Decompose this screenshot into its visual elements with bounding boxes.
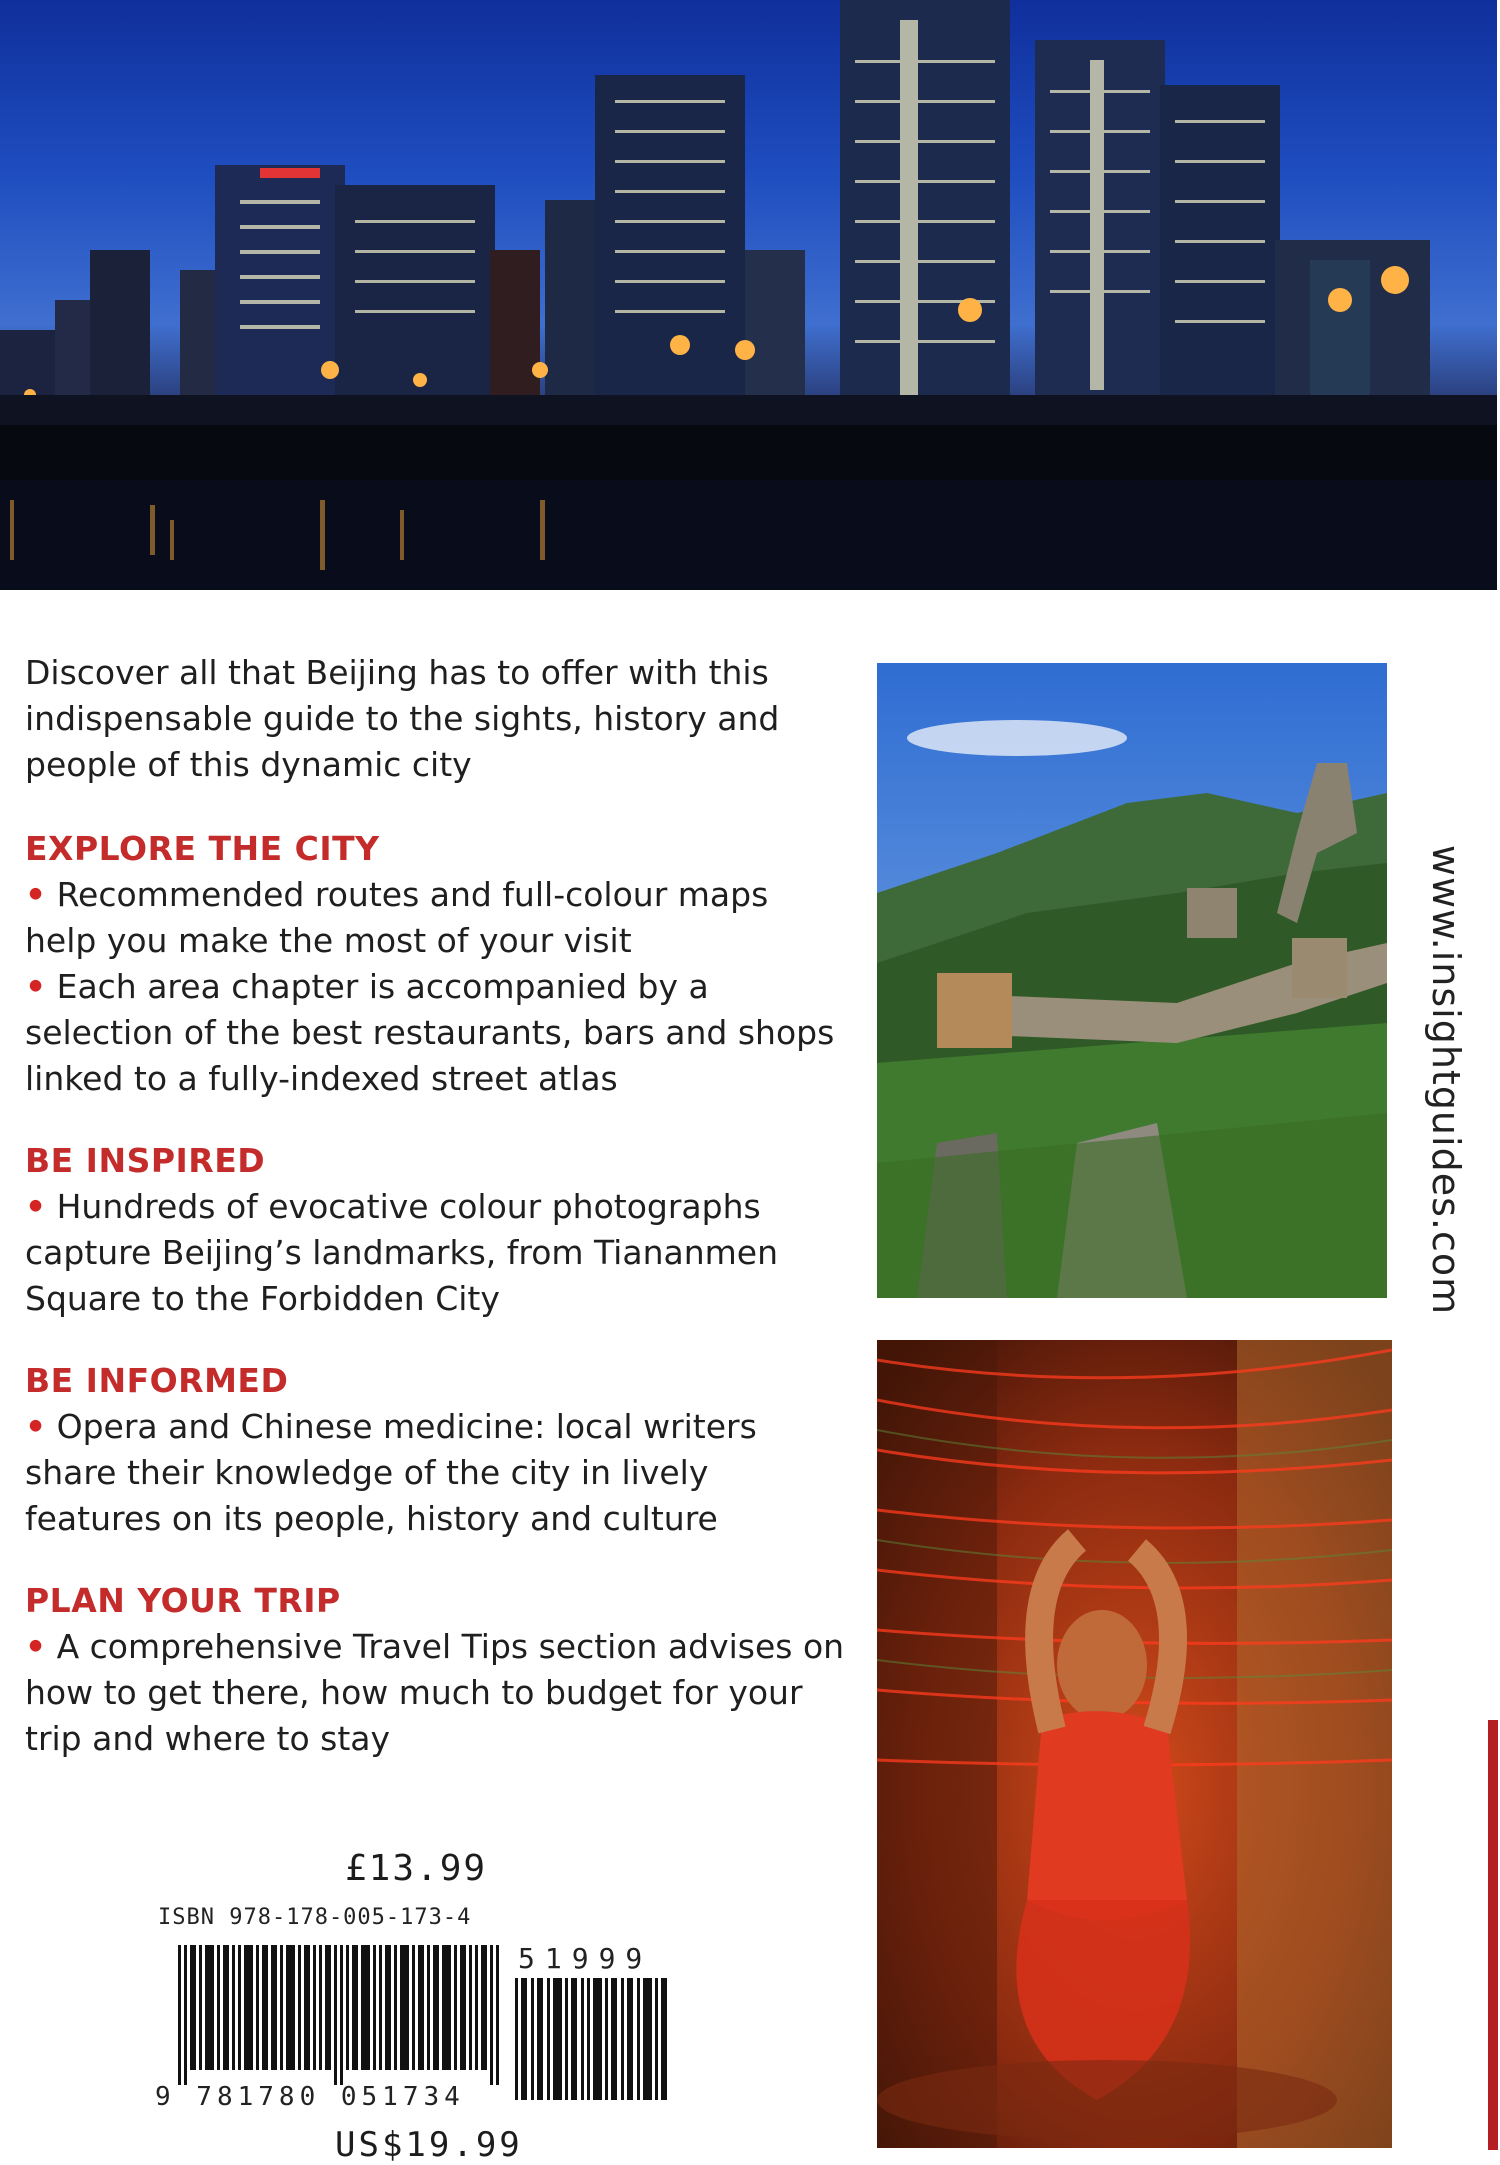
price-usd: US$19.99 [335, 2125, 523, 2165]
website-url[interactable]: www.insightguides.com [1424, 844, 1469, 1316]
section-explore [25, 826, 845, 1102]
bullet-item [25, 1624, 845, 1762]
section-title: PLAN YOUR TRIP [25, 1581, 341, 1620]
intro-paragraph: Discover all that Beijing has to offer with this indispensable guide to the sights, history and people of this dynamic city [25, 653, 780, 784]
great-wall-photo [877, 663, 1387, 1298]
barcode-digits: 9 781780 051734 [155, 2082, 465, 2112]
blurb-text [25, 650, 845, 1798]
dancer-photo [877, 1340, 1392, 2148]
skyline-night-photo [0, 0, 1497, 590]
bullet-text: A comprehensive Travel Tips section advises on how to get there, how much to budget for your trip and where to stay [25, 1627, 845, 1758]
section-informed [25, 1358, 845, 1542]
isbn-number: ISBN 978-178-005-173-4 [158, 1905, 472, 1930]
price-addon-barcode [515, 1978, 670, 2100]
bullet-dot: • [25, 1187, 47, 1226]
bullet-item [25, 964, 845, 1102]
website-url-strip [1386, 840, 1500, 1320]
section-title: BE INSPIRED [25, 1141, 266, 1180]
section-plan [25, 1578, 845, 1762]
bullet-dot: • [25, 1407, 47, 1446]
section-title: EXPLORE THE CITY [25, 829, 380, 868]
bullet-text: Recommended routes and full-colour maps help you make the most of your visit [25, 875, 769, 960]
bullet-item [25, 1404, 845, 1542]
section-inspired [25, 1138, 845, 1322]
bullet-item [25, 872, 845, 964]
bullet-text: Opera and Chinese medicine: local writers share their knowledge of the city in lively features on its people, history and culture [25, 1407, 757, 1538]
addon-digits: 51999 [518, 1942, 653, 1975]
bullet-dot: • [25, 967, 47, 1006]
bullet-item [25, 1184, 845, 1322]
bullet-dot: • [25, 875, 47, 914]
section-title: BE INFORMED [25, 1361, 289, 1400]
bullet-dot: • [25, 1627, 47, 1666]
bullet-text: Hundreds of evocative colour photographs capture Beijing’s landmarks, from Tiananmen Square to the Forbidden City [25, 1187, 778, 1318]
price-gbp: £13.99 [345, 1848, 488, 1889]
bullet-text: Each area chapter is accompanied by a selection of the best restaurants, bars and shops linked to a fully-indexed street atlas [25, 967, 835, 1098]
isbn-barcode [178, 1945, 508, 2085]
spine-edge [1488, 1720, 1498, 2150]
